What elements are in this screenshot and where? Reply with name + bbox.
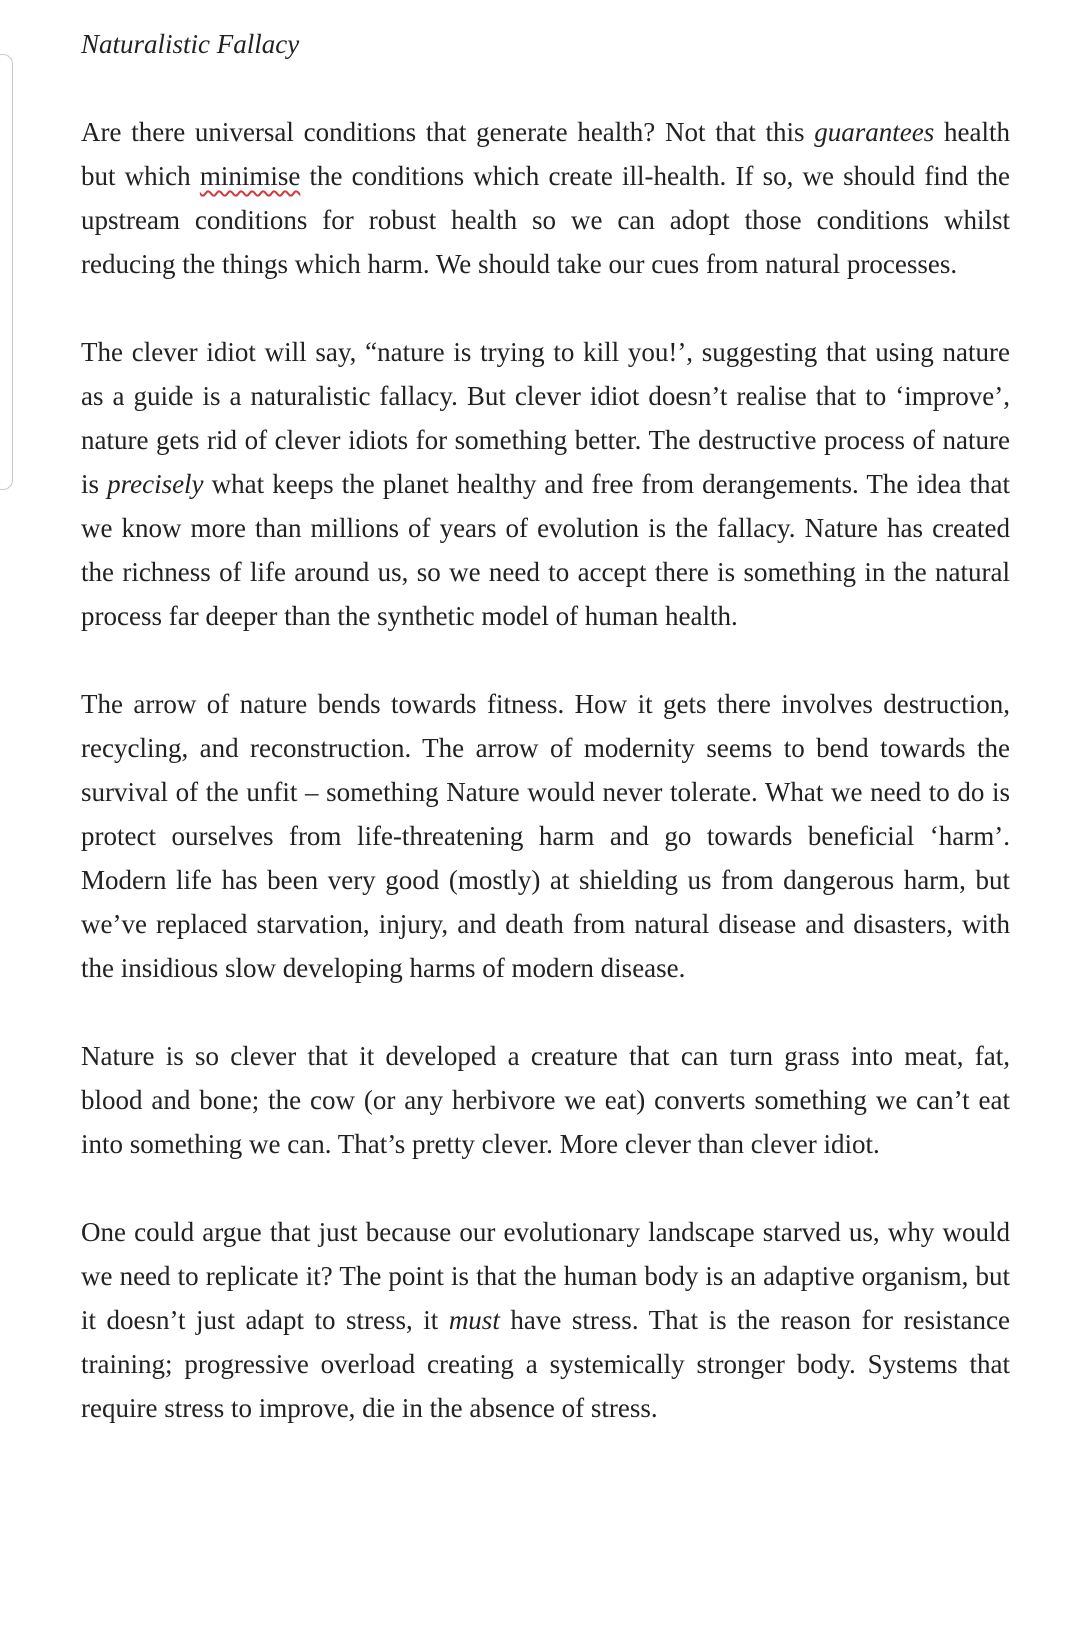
paragraph-5-text-a: One could argue that just because our evolutionary landscape starved us, why would we need to replicate it? The point is that the human body is an adaptive organism, but it doesn’t just adapt to stress, it — [81, 1217, 1010, 1335]
paragraph-1-text-c: health but which — [81, 117, 1010, 191]
paragraph-5-emphasis: must — [448, 1305, 500, 1335]
paragraph-2 — [81, 330, 1010, 638]
paragraph-3: The arrow of nature bends towards fitness. How it gets there involves destruction, recycling, and reconstruction. The arrow of modernity seems to bend towards the survival of the unfit – something Nature would never tolerate. What we need to do is protect ourselves from life-threatening harm and go towards beneficial ‘harm’. Modern life has been very good (mostly) at shielding us from dangerous harm, but we’ve replaced starvation, injury, and death from natural disease and disasters, with the insidious slow developing harms of modern disease. — [81, 689, 1010, 983]
paragraph-1-emphasis: guarantees — [814, 117, 935, 147]
paragraph-5-text-c: have stress. That is the reason for resistance training; progressive overload creating a systemically stronger body. Systems that require stress to improve, die in the absence of stress. — [81, 1305, 1011, 1423]
paragraph-2-emphasis: precisely — [107, 469, 204, 499]
paragraph-1-text-a: Are there universal conditions that generate health? Not that this — [81, 117, 815, 147]
paragraph-2-text-a: The clever idiot will say, “nature is trying to kill you!’, suggesting that using nature as a guide is a naturalistic fallacy. But clever idiot doesn’t realise that to ‘improve’, nature gets rid of clever idiots for something better. The destructive process of nature is — [81, 337, 1010, 499]
paragraph-4: Nature is so clever that it developed a creature that can turn grass into meat, fat, blood and bone; the cow (or any herbivore we eat) converts something we can’t eat into something we can. That’s pretty clever. More clever than clever idiot. — [81, 1041, 1010, 1159]
paragraph-1 — [81, 110, 1010, 286]
spellcheck-flagged-word[interactable]: minimise — [199, 161, 301, 191]
document-title: Naturalistic Fallacy — [81, 29, 300, 59]
paragraph-5 — [81, 1210, 1010, 1430]
document-page — [81, 22, 1010, 1430]
paragraph-2-text-c: what keeps the planet healthy and free from derangements. The idea that we know more than millions of years of evolution is the fallacy. Nature has created the richness of life around us, so we need to accept there is something in the natural process far deeper than the synthetic model of human health. — [81, 469, 1010, 631]
comment-margin-bracket — [0, 54, 13, 490]
paragraph-1-text-e: the conditions which create ill-health. If so, we should find the upstream conditions for robust health so we can adopt those conditions whilst reducing the things which harm. We should take our cues from natural processes. — [81, 161, 1010, 279]
